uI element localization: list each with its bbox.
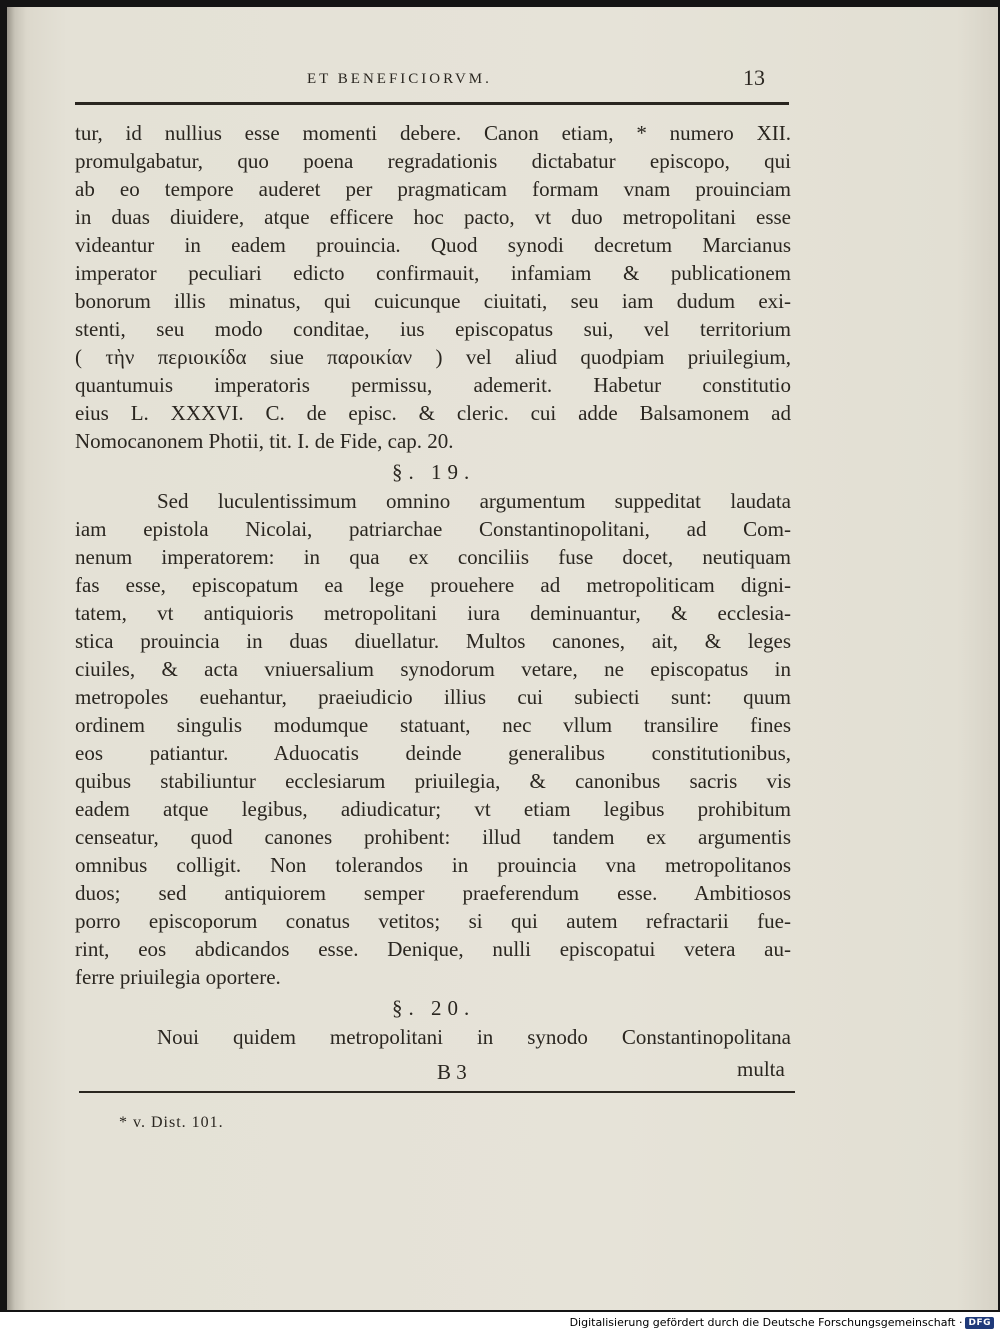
text-line: eos patiantur. Aduocatis deinde generalibus constitutionibus,: [75, 741, 791, 765]
text-line: nenum imperatorem: in qua ex conciliis fuse docet, neutiquam: [75, 545, 791, 569]
text-line: rint, eos abdicandos esse. Denique, nulli episcopatui vetera au-: [75, 937, 791, 961]
text-line: Noui quidem metropolitani in synodo Constantinopolitana: [157, 1025, 791, 1049]
text-line: quantumuis imperatoris permissu, ademerit. Habetur constitutio: [75, 373, 791, 397]
text-line: eadem atque legibus, adiudicatur; vt etiam legibus prohibitum: [75, 797, 791, 821]
text-line: omnibus colligit. Non tolerandos in prouincia vna metropolitanos: [75, 853, 791, 877]
text-line: porro episcoporum conatus vetitos; si qui autem refractarii fue-: [75, 909, 791, 933]
text-line: stica prouincia in duas diuellatur. Multos canones, ait, & leges: [75, 629, 791, 653]
text-line: quibus stabiliuntur ecclesiarum priuilegia, & canonibus sacris vis: [75, 769, 791, 793]
text-line: bonorum illis minatus, qui cuicunque ciuitati, seu iam dudum exi-: [75, 289, 791, 313]
page-number: 13: [743, 65, 765, 90]
credit-text: Digitalisierung gefördert durch die Deutsche Forschungsgemeinschaft ·: [569, 1316, 963, 1329]
book-page: [7, 7, 998, 1310]
catchword: multa: [737, 1057, 785, 1081]
text-line: promulgabatur, quo poena regradationis dictabatur episcopo, qui: [75, 149, 791, 173]
text-line: censeatur, quod canones prohibent: illud tandem ex argumentis: [75, 825, 791, 849]
section-heading-20: §. 20.: [392, 996, 476, 1020]
text-line: ordinem singulis modumque statuant, nec vllum transilire fines: [75, 713, 791, 737]
running-title: ET BENEFICIORVM.: [307, 71, 492, 87]
funding-credit: [570, 1316, 994, 1329]
text-line: Nomocanonem Photii, tit. I. de Fide, cap. 20.: [75, 429, 454, 453]
text-line: ferre priuilegia oportere.: [75, 965, 281, 989]
text-line: ciuiles, & acta vniuersalium synodorum vetare, ne episcopatus in: [75, 657, 791, 681]
text-line: ( τὴν περιοικίδα siue παροικίαν ) vel aliud quodpiam priuilegium,: [75, 345, 791, 369]
text-line: in duas diuidere, atque efficere hoc pacto, vt duo metropolitani esse: [75, 205, 791, 229]
text-line: ab eo tempore auderet per pragmaticam formam vnam prouinciam: [75, 177, 791, 201]
text-line: stenti, seu modo conditae, ius episcopatus sui, vel territorium: [75, 317, 791, 341]
text-line: videantur in eadem prouincia. Quod synodi decretum Marcianus: [75, 233, 791, 257]
text-line: fas esse, episcopatum ea lege prouehere ad metropoliticam digni-: [75, 573, 791, 597]
text-line: Sed luculentissimum omnino argumentum suppeditat laudata: [157, 489, 791, 513]
text-line: eius L. XXXVI. C. de episc. & cleric. cui adde Balsamonem ad: [75, 401, 791, 425]
footnote-rule: [79, 1091, 795, 1093]
dfg-logo-icon: DFG: [965, 1317, 994, 1329]
section-heading-19: §. 19.: [392, 460, 476, 484]
text-line: tatem, vt antiquioris metropolitani iura deminuantur, & ecclesia-: [75, 601, 791, 625]
footnote: * v. Dist. 101.: [119, 1114, 224, 1131]
text-line: metropoles euehantur, praeiudicio illius cui subiecti sunt: quum: [75, 685, 791, 709]
header-rule: [75, 102, 789, 105]
text-line: iam epistola Nicolai, patriarchae Constantinopolitani, ad Com-: [75, 517, 791, 541]
signature-mark: B 3: [437, 1060, 467, 1084]
text-line: tur, id nullius esse momenti debere. Canon etiam, * numero XII.: [75, 121, 791, 145]
text-line: duos; sed antiquiorem semper praeferendum esse. Ambitiosos: [75, 881, 791, 905]
text-line: imperator peculiari edicto confirmauit, infamiam & publicationem: [75, 261, 791, 285]
